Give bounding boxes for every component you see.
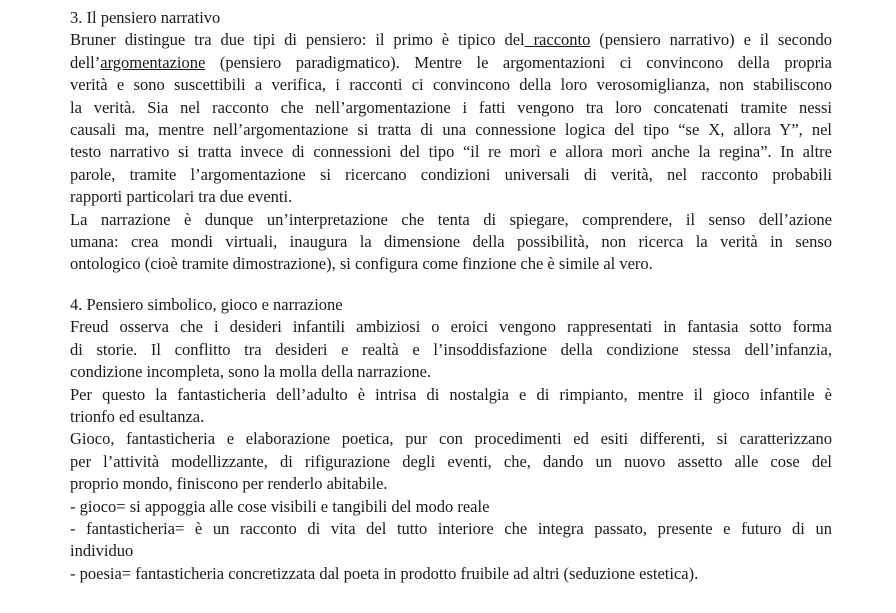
s3-line-5: causali ma, mentre nell’argomentazione si tratta di una connessione logica del tipo “se X, allora Y”, nel bbox=[70, 120, 832, 140]
s4-line-1: Freud osserva che i desideri infantili ambiziosi o eroici vengono rappresentati in fantasia sotto forma bbox=[70, 317, 832, 337]
s4-line-3: condizione incompleta, sono la molla della narrazione. bbox=[70, 362, 432, 382]
s4-list-item-poesia: - poesia= fantasticheria concretizzata dal poeta in prodotto fruibile ad altri (seduzione estetica). bbox=[70, 563, 699, 583]
s3-line-8: rapporti particolari tra due eventi. bbox=[70, 187, 293, 207]
s4-line-4: Per questo la fantasticheria dell’adulto è intrisa di nostalgia e di rimpianto, mentre il gioco infantile è bbox=[70, 384, 832, 404]
s3-line-11: ontologico (cioè tramite dimostrazione), si configura come finzione che è simile al vero. bbox=[70, 254, 653, 274]
s3-line-9: La narrazione è dunque un’interpretazione che tenta di spiegare, comprendere, il senso dell’azione bbox=[70, 209, 832, 229]
s3-line-1-text-b: (pensiero narrativo) e il secondo bbox=[590, 30, 832, 50]
s3-line-4: la verità. Sia nel racconto che nell’argomentazione i fatti vengono tra loro concatenati tramite nessi bbox=[70, 97, 832, 117]
section-4-heading: 4. Pensiero simbolico, gioco e narrazione bbox=[70, 294, 343, 314]
s4-line-2: di storie. Il conflitto tra desideri e realtà e l’insoddisfazione della condizione stessa dell’infanzia, bbox=[70, 339, 832, 359]
s3-line-10: umana: crea mondi virtuali, inaugura la dimensione della possibilità, non ricerca la verità in senso bbox=[70, 232, 832, 252]
s3-line-2 bbox=[70, 52, 832, 74]
s4-list-item-fantasticheria: - fantasticheria= è un racconto di vita del tutto interiore che integra passato, presente e futuro di un bbox=[70, 518, 832, 538]
s3-line-1-text-a: Bruner distingue tra due tipi di pensiero: il primo è tipico del bbox=[70, 30, 525, 50]
s4-line-7: per l’attività modellizzante, di rifigurazione degli eventi, che, dando un nuovo assetto alle cose del bbox=[70, 451, 832, 471]
document-page bbox=[70, 7, 832, 585]
s3-line-3: verità e sono suscettibili a verifica, i racconti ci convincono della loro verosomiglianza, non stabiliscono bbox=[70, 75, 832, 95]
s4-line-6: Gioco, fantasticheria e elaborazione poetica, pur con procedimenti ed esiti differenti, si caratterizzano bbox=[70, 429, 832, 449]
s3-line-6: testo narrativo si tratta invece di connessioni del tipo “il re morì e allora morì anche la regina”. In altre bbox=[70, 142, 832, 162]
racconto-link[interactable]: racconto bbox=[524, 30, 591, 50]
argomentazione-link[interactable]: argomentazione bbox=[100, 52, 206, 72]
s4-line-8: proprio mondo, finiscono per renderlo abitabile. bbox=[70, 474, 388, 494]
s4-line-5: trionfo ed esultanza. bbox=[70, 406, 205, 426]
section-3-heading: 3. Il pensiero narrativo bbox=[70, 8, 221, 27]
s3-line-2-text-b: (pensiero paradigmatico). Mentre le argomentazioni ci convincono della propria bbox=[205, 52, 832, 72]
s4-list-item-gioco: - gioco= si appoggia alle cose visibili e tangibili del modo reale bbox=[70, 496, 490, 516]
s3-line-1 bbox=[70, 29, 832, 51]
s3-line-2-text-a: dell’ bbox=[70, 52, 101, 72]
s4-list-item-fantasticheria-cont: individuo bbox=[70, 541, 134, 561]
section-spacer bbox=[70, 276, 832, 294]
s3-line-7: parole, tramite l’argomentazione si ricercano condizioni universali di verità, nel racconto probabili bbox=[70, 164, 832, 184]
